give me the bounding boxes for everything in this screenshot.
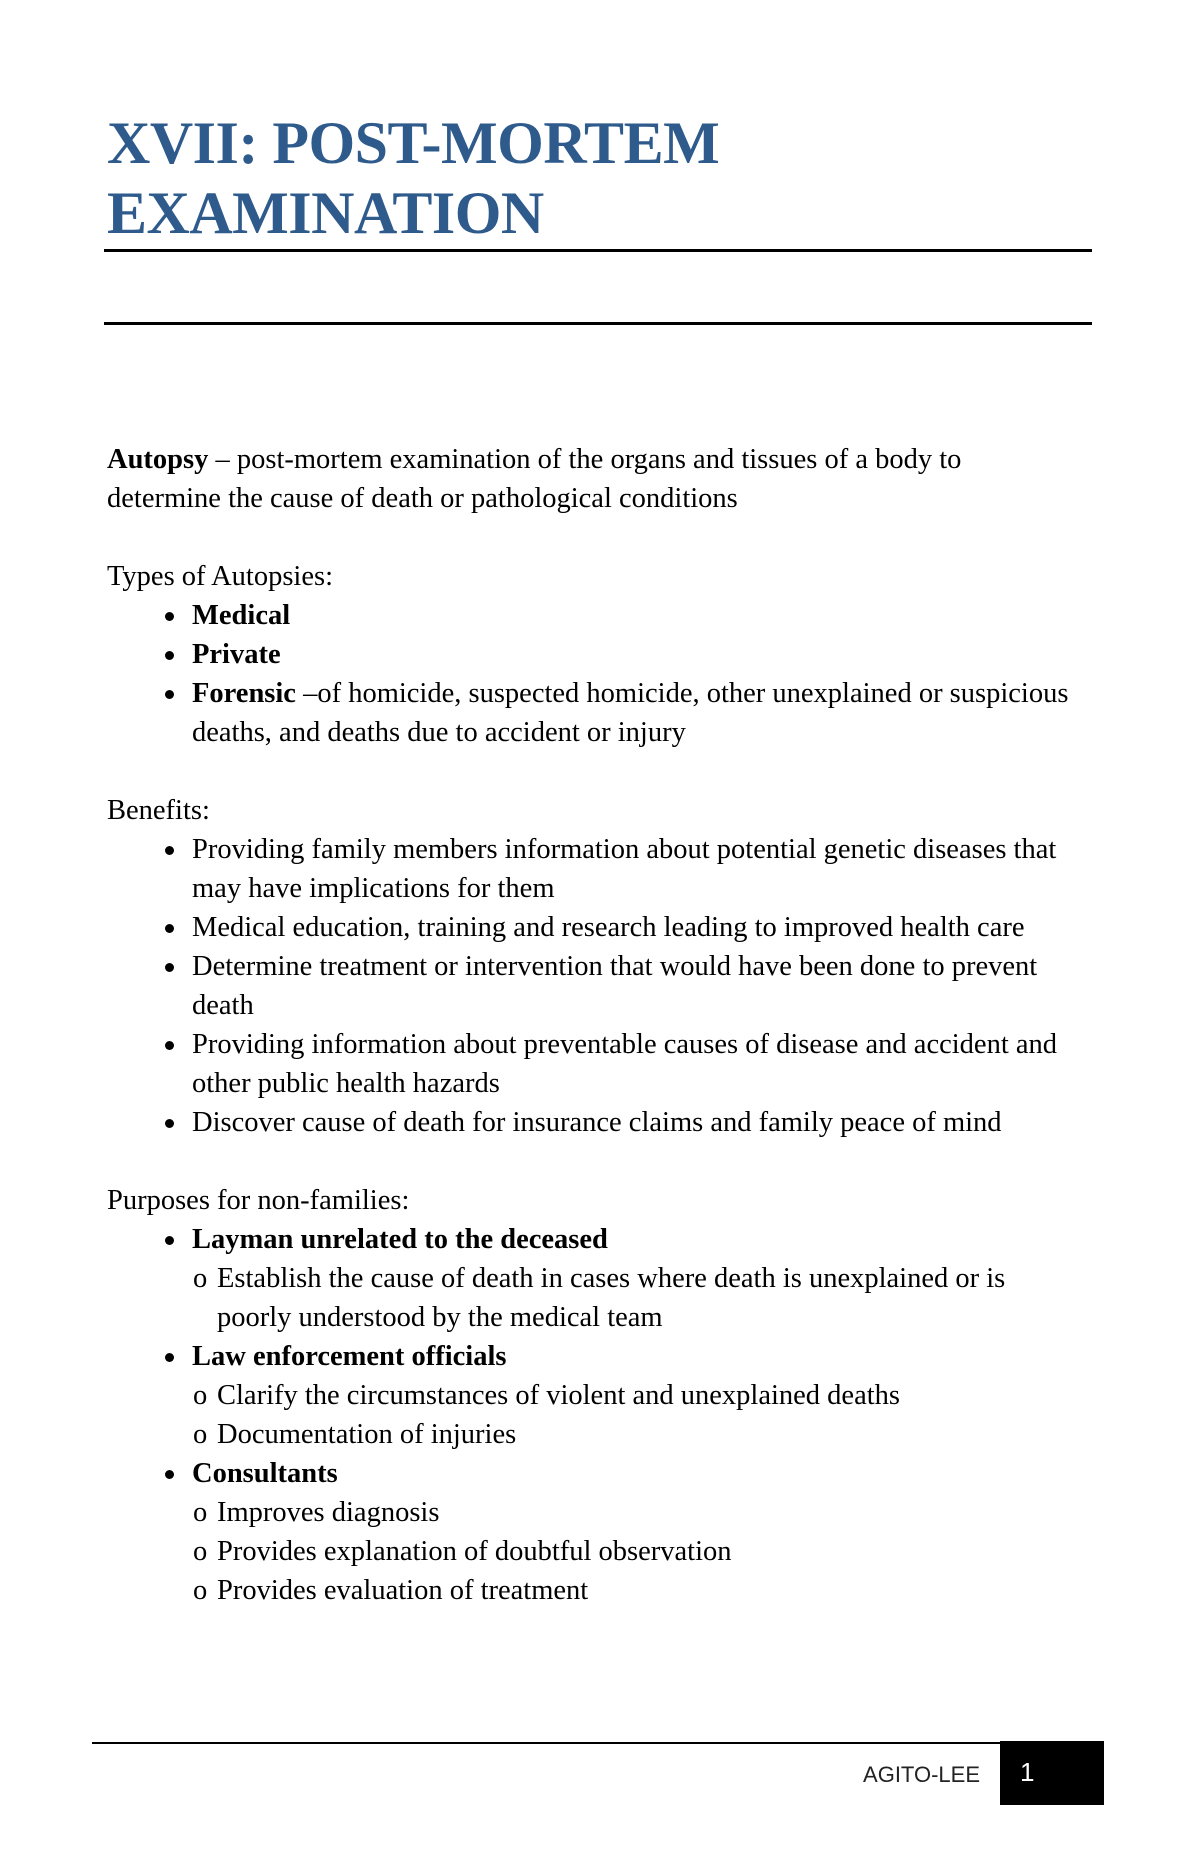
- types-list: [107, 596, 1082, 752]
- purpose-group-law-enforcement: [192, 1337, 1082, 1454]
- list-item: Providing information about preventable causes of disease and accident and other public health hazards: [192, 1025, 1082, 1103]
- page-number: 1: [1020, 1757, 1035, 1787]
- list-item: [192, 635, 1082, 674]
- sub-item: o Provides evaluation of treatment: [217, 1571, 1082, 1610]
- sub-item: o Clarify the circumstances of violent and unexplained deaths: [217, 1376, 1082, 1415]
- type-forensic: Forensic: [192, 678, 296, 709]
- title-line-1: XVII: POST-MORTEM: [107, 110, 720, 176]
- autopsy-term: Autopsy: [107, 444, 209, 475]
- page-title: [107, 108, 1087, 248]
- sub-item: o Documentation of injuries: [217, 1415, 1082, 1454]
- purpose-group-layman: [192, 1220, 1082, 1337]
- sub-item: o Improves diagnosis: [217, 1493, 1082, 1532]
- benefits-list: [107, 830, 1082, 1142]
- list-item: Determine treatment or intervention that would have been done to prevent death: [192, 947, 1082, 1025]
- footer-divider: [92, 1742, 1002, 1744]
- purposes-list: [107, 1220, 1082, 1610]
- sub-item: o Establish the cause of death in cases where death is unexplained or is poorly understood by the medical team: [217, 1259, 1082, 1337]
- footer-author: AGITO-LEE: [863, 1762, 980, 1787]
- header-divider: [104, 322, 1092, 325]
- sub-list: [192, 1259, 1082, 1337]
- types-heading: Types of Autopsies:: [107, 561, 333, 592]
- type-private: Private: [192, 639, 281, 670]
- purposes-heading: Purposes for non-families:: [107, 1185, 410, 1216]
- sub-item: o Provides explanation of doubtful observation: [217, 1532, 1082, 1571]
- type-medical: Medical: [192, 600, 291, 631]
- benefits-heading: Benefits:: [107, 795, 210, 826]
- type-forensic-desc: –of homicide, suspected homicide, other unexplained or suspicious deaths, and deaths due to accident or injury: [192, 678, 1069, 748]
- sub-list: [192, 1376, 1082, 1454]
- sub-list: [192, 1493, 1082, 1610]
- title-line-2: EXAMINATION: [107, 180, 544, 246]
- document-body: [107, 440, 1082, 1610]
- purpose-title: Consultants: [192, 1458, 338, 1489]
- title-underline: [104, 249, 1092, 252]
- purpose-group-consultants: [192, 1454, 1082, 1610]
- purpose-title: Layman unrelated to the deceased: [192, 1224, 608, 1255]
- autopsy-definition-text: – post-mortem examination of the organs and tissues of a body to determine the cause of death or pathological conditions: [107, 444, 962, 514]
- list-item: Providing family members information about potential genetic diseases that may have implications for them: [192, 830, 1082, 908]
- page-number-badge: [1000, 1741, 1104, 1805]
- purpose-title: Law enforcement officials: [192, 1341, 507, 1372]
- list-item: Discover cause of death for insurance claims and family peace of mind: [192, 1103, 1082, 1142]
- list-item: [192, 674, 1082, 752]
- autopsy-definition: [107, 440, 1082, 518]
- list-item: [192, 596, 1082, 635]
- list-item: Medical education, training and research leading to improved health care: [192, 908, 1082, 947]
